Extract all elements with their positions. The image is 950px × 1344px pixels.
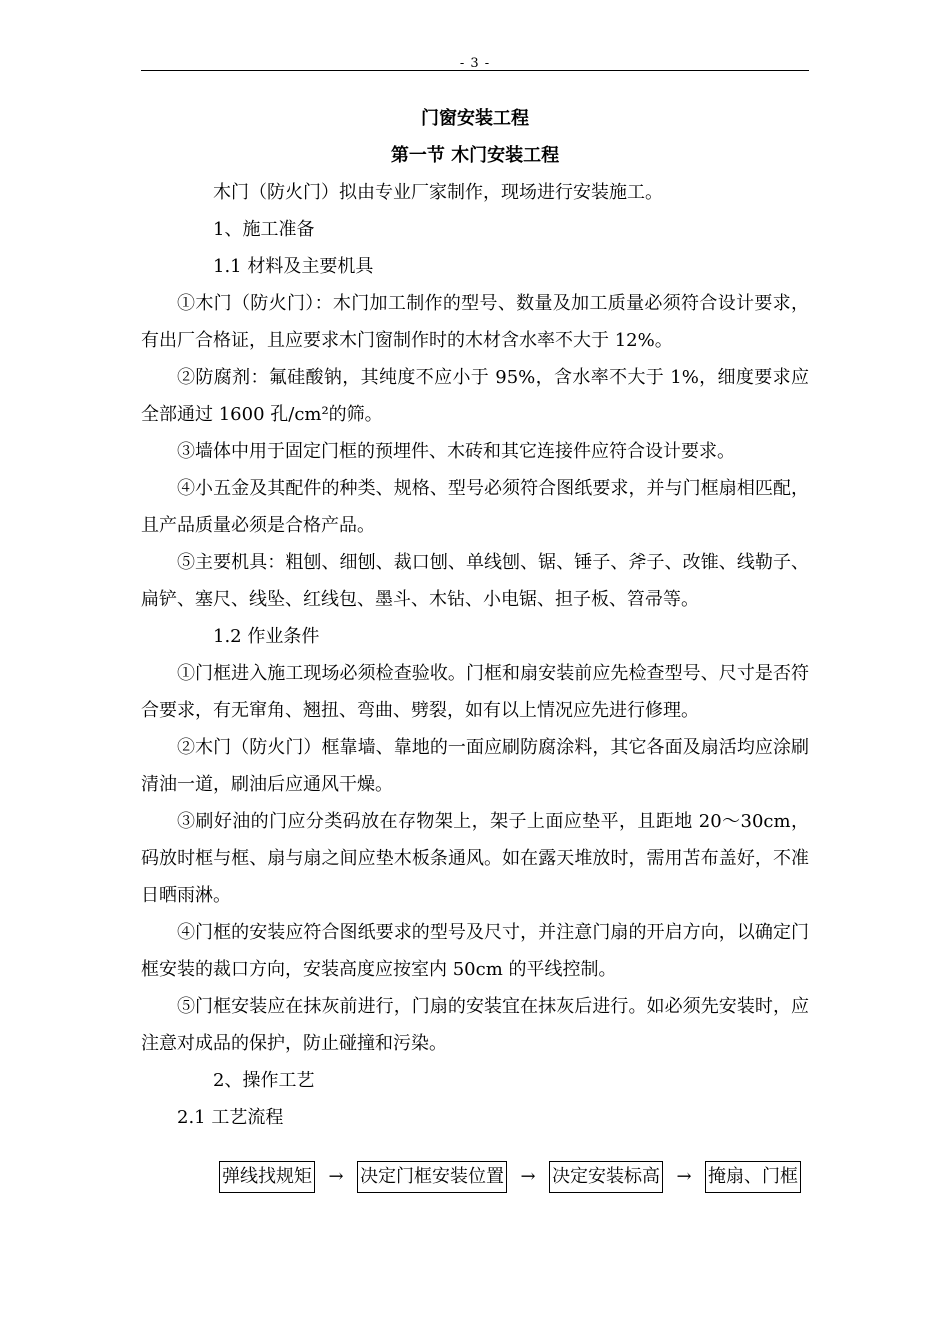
paragraph-4: ④小五金及其配件的种类、规格、型号必须符合图纸要求，并与门框扇相匹配，且产品质量必须是合格产品。 bbox=[141, 478, 809, 536]
condition-1: ①门框进入施工现场必须检查验收。门框和扇安装前应先检查型号、尺寸是否符合要求，有无窜角、翘扭、弯曲、劈裂，如有以上情况应先进行修理。 bbox=[141, 663, 809, 721]
document-body bbox=[141, 100, 809, 1136]
flow-arrow-icon: → bbox=[676, 1166, 692, 1187]
page-number: - 3 - bbox=[459, 56, 491, 71]
section-title: 第一节 木门安装工程 bbox=[390, 145, 560, 166]
paragraph-5: ⑤主要机具：粗刨、细刨、裁口刨、单线刨、锯、锤子、斧子、改锥、线勒子、扁铲、塞尺、线坠、红线包、墨斗、木钻、小电锯、担子板、笤帚等。 bbox=[141, 552, 809, 610]
condition-5: ⑤门框安装应在抹灰前进行，门扇的安装宜在抹灰后进行。如必须先安装时，应注意对成品的保护，防止碰撞和污染。 bbox=[141, 996, 809, 1054]
heading-1-2: 1.2 作业条件 bbox=[213, 626, 320, 647]
flow-arrow-icon: → bbox=[328, 1166, 344, 1187]
heading-1-1: 1.1 材料及主要机具 bbox=[213, 256, 374, 277]
paragraph-1: ①木门（防火门）：木门加工制作的型号、数量及加工质量必须符合设计要求，有出厂合格证，且应要求木门窗制作时的木材含水率不大于 12%。 bbox=[141, 293, 809, 351]
doc-title: 门窗安装工程 bbox=[421, 108, 529, 129]
header-rule bbox=[141, 70, 809, 71]
flow-step: 决定门框安装位置 bbox=[357, 1161, 507, 1193]
flow-arrow-icon: → bbox=[520, 1166, 536, 1187]
intro-paragraph: 木门（防火门）拟由专业厂家制作，现场进行安装施工。 bbox=[213, 182, 663, 203]
heading-2: 2、操作工艺 bbox=[213, 1070, 315, 1091]
flow-step: 弹线找规矩 bbox=[219, 1161, 315, 1193]
condition-4: ④门框的安装应符合图纸要求的型号及尺寸，并注意门扇的开启方向，以确定门框安装的裁口方向，安装高度应按室内 50cm 的平线控制。 bbox=[141, 922, 809, 980]
condition-3: ③刷好油的门应分类码放在存物架上，架子上面应垫平，且距地 20～30cm，码放时框与框、扇与扇之间应垫木板条通风。如在露天堆放时，需用苫布盖好，不准日晒雨淋。 bbox=[141, 811, 809, 906]
condition-2: ②木门（防火门）框靠墙、靠地的一面应刷防腐涂料，其它各面及扇活均应涂刷清油一道，刷油后应通风干燥。 bbox=[141, 737, 809, 795]
heading-1: 1、施工准备 bbox=[213, 219, 315, 240]
heading-2-1: 2.1 工艺流程 bbox=[177, 1107, 284, 1128]
flow-step: 决定安装标高 bbox=[549, 1161, 663, 1193]
paragraph-3: ③墙体中用于固定门框的预埋件、木砖和其它连接件应符合设计要求。 bbox=[177, 441, 735, 462]
process-flow bbox=[219, 1161, 801, 1193]
flow-step: 掩扇、门框 bbox=[705, 1161, 801, 1193]
paragraph-2: ②防腐剂：氟硅酸钠，其纯度不应小于 95%，含水率不大于 1%，细度要求应全部通过 1600 孔/cm²的筛。 bbox=[141, 367, 809, 425]
